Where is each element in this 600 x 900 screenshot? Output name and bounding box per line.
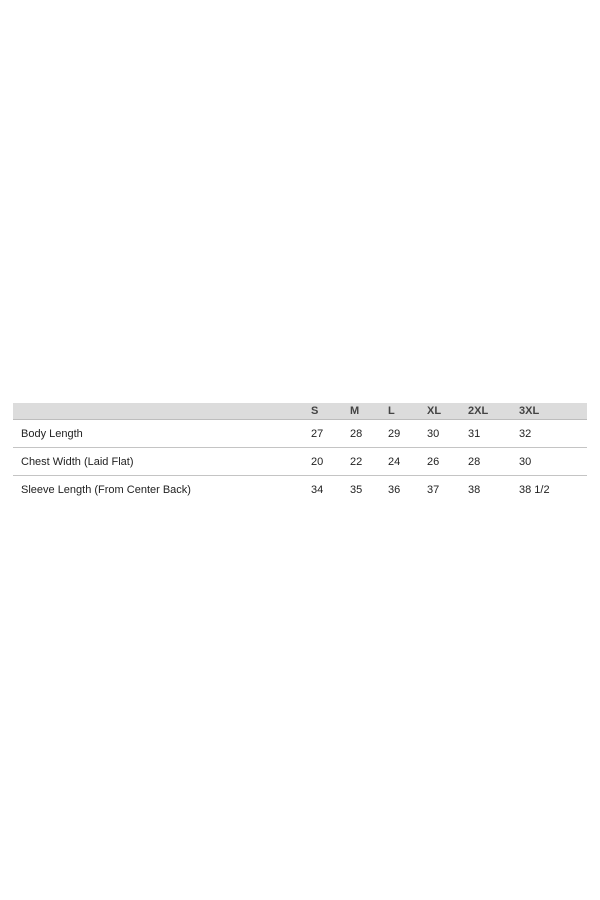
table-header-row bbox=[13, 403, 587, 420]
cell-value: 32 bbox=[519, 420, 587, 448]
header-size-l: L bbox=[388, 403, 427, 420]
cell-value: 26 bbox=[427, 448, 468, 476]
cell-value: 36 bbox=[388, 483, 401, 496]
cell-value: 28 bbox=[350, 420, 388, 448]
cell-value: 24 bbox=[388, 448, 427, 476]
header-label-column bbox=[13, 403, 311, 420]
cell-value: 30 bbox=[519, 448, 587, 476]
cell-value: 28 bbox=[468, 448, 519, 476]
cell-value: 38 1/2 bbox=[519, 483, 550, 496]
row-label: Sleeve Length (From Center Back) bbox=[21, 483, 191, 496]
cell-value: 29 bbox=[388, 420, 427, 448]
table-row-sleeve-length bbox=[13, 476, 587, 504]
cell-value: 35 bbox=[350, 483, 363, 496]
cell-value: 34 bbox=[311, 483, 324, 496]
row-label: Body Length bbox=[13, 420, 311, 448]
row-label: Chest Width (Laid Flat) bbox=[13, 448, 311, 476]
header-size-2xl: 2XL bbox=[468, 403, 519, 420]
cell-value: 27 bbox=[311, 420, 350, 448]
table-row-body-length bbox=[13, 420, 587, 448]
cell-value: 22 bbox=[350, 448, 388, 476]
cell-value: 30 bbox=[427, 420, 468, 448]
cell-value: 38 bbox=[468, 483, 481, 496]
size-chart-table bbox=[13, 403, 587, 503]
table-row-chest-width bbox=[13, 448, 587, 476]
cell-value: 37 bbox=[427, 483, 440, 496]
header-size-3xl: 3XL bbox=[519, 403, 587, 420]
header-size-xl: XL bbox=[427, 403, 468, 420]
header-size-s: S bbox=[311, 403, 350, 420]
cell-value: 20 bbox=[311, 448, 350, 476]
header-size-m: M bbox=[350, 403, 388, 420]
cell-value: 31 bbox=[468, 420, 519, 448]
